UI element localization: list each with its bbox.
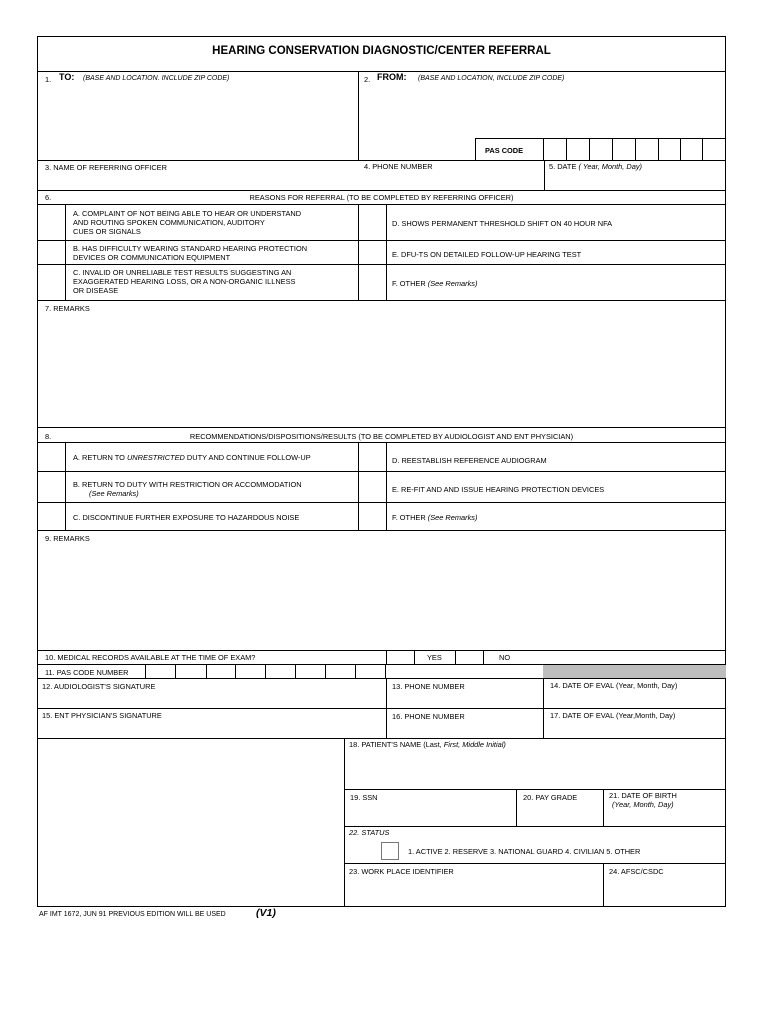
to-address-field[interactable] [40,86,356,156]
form-number: AF IMT 1672, JUN 91 PREVIOUS EDITION WILL BE USED [39,911,226,918]
divider [37,650,726,651]
reasons-header: REASONS FOR REFERRAL (TO BE COMPLETED BY REFERRING OFFICER) [249,193,514,202]
phone-number-label: 4. PHONE NUMBER [364,162,433,171]
reason-f-checkbox[interactable] [359,265,386,300]
afsc-csdc-label: 24. AFSC/CSDC [609,867,664,876]
date-field[interactable] [547,172,723,187]
reason-c-label: C. INVALID OR UNRELIABLE TEST RESULTS SUGGESTING AN EXAGGERATED HEARING LOSS, OR A NON-ORGANIC ILLNESS OR DISEASE [73,268,296,295]
ssn-field[interactable] [347,803,514,824]
pas-code-char-7[interactable] [680,138,702,161]
status-options: 1. ACTIVE 2. RESERVE 3. NATIONAL GUARD 4. CIVILIAN 5. OTHER [408,847,641,856]
block-1-number: 1. [45,75,52,84]
remarks-9-label: 9. REMARKS [45,534,90,543]
recommendation-c-checkbox[interactable] [38,503,65,530]
audiologist-phone-label: 13. PHONE NUMBER [392,682,465,691]
referring-officer-label: 3. NAME OF REFERRING OFFICER [45,163,167,172]
reason-f-label: F. OTHER (See Remarks) [392,279,478,288]
recommendation-d-checkbox[interactable] [359,443,386,471]
ent-date-field[interactable] [546,722,723,736]
recommendation-d-label: D. REESTABLISH REFERENCE AUDIOGRAM [392,456,547,465]
recommendation-e-label: E. RE-FIT AND AND ISSUE HEARING PROTECTION DEVICES [392,485,605,494]
patient-name-label: 18. PATIENT'S NAME (Last, First, Middle Initial) [349,740,506,749]
to-label: TO: [59,72,75,82]
divider [37,190,726,191]
shaded-area [543,664,726,678]
recommendation-c-label: C. DISCONTINUE FURTHER EXPOSURE TO HAZARDOUS NOISE [73,513,300,522]
status-label: 22. STATUS [349,828,390,837]
reason-e-checkbox[interactable] [359,241,386,264]
pay-grade-label: 20. PAY GRADE [523,793,578,802]
block-8-number: 8. [45,432,52,441]
pay-grade-field[interactable] [519,803,601,824]
pas-code-char-6[interactable] [658,138,680,161]
pas-code-label: PAS CODE [485,146,524,155]
recommendation-b-checkbox[interactable] [38,472,65,502]
remarks-9-field[interactable] [40,544,723,648]
date-label: 5. DATE ( Year, Month, Day) [549,162,642,171]
reason-d-label: D. SHOWS PERMANENT THRESHOLD SHIFT ON 40 HOUR NFA [392,219,613,228]
referring-officer-field[interactable] [40,173,356,187]
audiologist-signature-field[interactable] [40,692,384,706]
yes-checkbox[interactable] [387,651,414,664]
form-title: HEARING CONSERVATION DIAGNOSTIC/CENTER REFERRAL [212,45,551,57]
ent-physician-signature-label: 15. ENT PHYSICIAN'S SIGNATURE [42,711,162,720]
divider [358,71,359,161]
divider [37,160,726,161]
reason-c-checkbox[interactable] [38,265,65,300]
pas-code-number-char-1[interactable] [145,664,175,678]
pas-code-number-char-5[interactable] [265,664,295,678]
remarks-7-field[interactable] [40,314,723,424]
from-label: FROM: [377,72,407,82]
recommendation-b-hint: (See Remarks) [89,489,139,498]
date-of-birth-hint: (Year, Month, Day) [612,800,674,809]
phone-number-field[interactable] [361,172,541,187]
pas-code-number-char-8[interactable] [355,664,386,678]
patient-name-field[interactable] [347,751,723,786]
pas-code-number-char-4[interactable] [235,664,265,678]
pas-code-char-4[interactable] [612,138,635,161]
recommendation-f-label: F. OTHER (See Remarks) [392,513,478,522]
workplace-identifier-label: 23. WORK PLACE IDENTIFIER [349,867,454,876]
reason-a-checkbox[interactable] [38,205,65,240]
audiologist-date-label: 14. DATE OF EVAL (Year, Month, Day) [550,681,678,690]
recommendation-a-checkbox[interactable] [38,443,65,471]
audiologist-signature-label: 12. AUDIOLOGIST'S SIGNATURE [42,682,156,691]
recommendation-a-label: A. RETURN TO UNRESTRICTED DUTY AND CONTINUE FOLLOW-UP [73,453,311,462]
recommendation-b-label: B. RETURN TO DUTY WITH RESTRICTION OR ACCOMMODATION [73,480,302,489]
ent-physician-signature-field[interactable] [40,721,384,736]
date-of-birth-label: 21. DATE OF BIRTH [609,791,677,800]
recommendation-f-checkbox[interactable] [359,503,386,530]
pas-code-char-5[interactable] [635,138,658,161]
from-hint: (BASE AND LOCATION, INCLUDE ZIP CODE) [418,75,565,82]
pas-code-char-8[interactable] [702,138,726,161]
reason-b-label: B. HAS DIFFICULTY WEARING STANDARD HEARING PROTECTION DEVICES OR COMMUNICATION EQUIPMENT [73,244,308,262]
yes-label: YES [427,653,442,662]
pas-code-number-char-7[interactable] [325,664,355,678]
to-hint: (BASE AND LOCATION. INCLUDE ZIP CODE) [83,75,230,82]
no-label: NO [499,653,511,662]
date-of-birth-field[interactable] [606,810,723,824]
ssn-label: 19. SSN [350,793,378,802]
block-2-number: 2. [364,75,371,84]
pas-code-char-1[interactable] [543,138,566,161]
ent-date-label: 17. DATE OF EVAL (Year,Month, Day) [550,711,676,720]
audiologist-date-field[interactable] [546,692,723,706]
recommendation-e-checkbox[interactable] [359,472,386,502]
stamp-area[interactable] [40,741,342,905]
pas-code-number-char-3[interactable] [206,664,235,678]
block-6-number: 6. [45,193,52,202]
reason-e-label: E. DFU-TS ON DETAILED FOLLOW-UP HEARING TEST [392,250,582,259]
pas-code-number-char-6[interactable] [295,664,325,678]
recommendations-header: RECOMMENDATIONS/DISPOSITIONS/RESULTS (TO BE COMPLETED BY AUDIOLOGIST AND ENT PHYSICIAN) [189,432,574,441]
workplace-identifier-field[interactable] [347,877,601,905]
ent-phone-label: 16. PHONE NUMBER [392,712,465,721]
afsc-csdc-field[interactable] [606,877,723,905]
medical-records-label: 10. MEDICAL RECORDS AVAILABLE AT THE TIME OF EXAM? [45,653,256,662]
no-checkbox[interactable] [456,651,483,664]
divider [37,427,726,428]
pas-code-char-2[interactable] [566,138,589,161]
pas-code-number-char-2[interactable] [175,664,206,678]
reason-d-checkbox[interactable] [359,205,386,240]
audiologist-phone-field[interactable] [389,692,541,706]
divider [475,138,476,161]
pas-code-number-label: 11. PAS CODE NUMBER [45,668,129,677]
status-input-box[interactable] [381,842,399,860]
reason-a-label: A. COMPLAINT OF NOT BEING ABLE TO HEAR OR UNDERSTAND AND ROUTING SPOKEN COMMUNICATION, AUDITORY CUES OR SIGNALS [73,209,302,236]
form-version: (V1) [256,907,276,919]
from-address-field[interactable] [361,86,721,136]
pas-code-char-3[interactable] [589,138,612,161]
remarks-7-label: 7. REMARKS [45,304,90,313]
reason-b-checkbox[interactable] [38,241,65,264]
divider [544,160,545,190]
ent-phone-field[interactable] [389,722,541,736]
